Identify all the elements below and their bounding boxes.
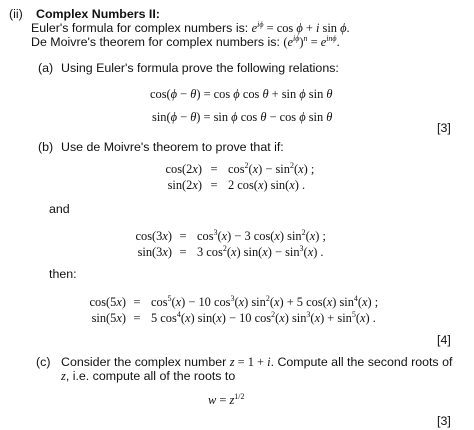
b3-lhs-sin5x: sin(5x) [91, 311, 126, 325]
part-c-marks: [3] [437, 414, 451, 428]
b3-equals: = [133, 295, 141, 309]
b1-rhs-sin2x: 2 cos(x) sin(x) . [228, 178, 306, 192]
b2-equals: = [179, 245, 187, 259]
demoivre-formula: $(e^{i\phi})^n = e^{in\phi}$. [283, 34, 340, 49]
b1-lhs-sin2x: sin(2x) [167, 178, 202, 192]
part-a-label: (a) [38, 61, 54, 75]
b1-lhs-cos2x: cos(2x) [165, 162, 202, 176]
euler-line [31, 21, 350, 35]
part-b-text: Use de Moivre's theorem to prove that if: [61, 140, 284, 154]
then-text: then: [49, 267, 77, 281]
b2-rhs-cos3x: $\cos^3(x) - 3$ cos(x) $\sin^2(x)$ ; [197, 228, 326, 243]
part-c-text-line1: Consider the complex number z = 1 + i. Compute all the second roots of [61, 355, 453, 369]
b1-equals: = [210, 162, 218, 176]
part-a-text: Using Euler's formula prove the following relations: [61, 61, 339, 75]
demoivre-text: De Moivre's theorem for complex numbers is: [31, 35, 280, 49]
b2-lhs-cos3x: cos(3x) [135, 229, 172, 243]
part-a-equation-1: cos(ϕ − θ) = cos ϕ cos θ + sin ϕ sin θ [150, 87, 333, 101]
b2-lhs-sin3x: sin(3x) [137, 245, 172, 259]
b1-rhs-cos2x: $\cos^2(x) - \sin^2(x)$ ; [228, 161, 315, 176]
b2-rhs-sin3x: 3 $\cos^2(x) \sin(x) - \sin^3(x)$ . [197, 244, 324, 259]
b3-lhs-cos5x: cos(5x) [89, 295, 126, 309]
section-title: Complex Numbers II: [36, 7, 160, 21]
euler-text: Euler's formula for complex numbers is: [31, 21, 249, 35]
part-c-formula: $w = z^{1/2}$ [208, 392, 245, 407]
part-b-label: (b) [38, 140, 54, 154]
b3-rhs-cos5x: $\cos^5(x) - 10$ $\cos^3(x) \sin^2(x) + 5$ cos(x) $\sin^4(x)$ ; [151, 294, 379, 309]
part-b-marks: [4] [437, 333, 451, 347]
euler-formula: $e^{i\phi} = \cos \phi + i$ sin ϕ. [251, 20, 350, 35]
demoivre-line [31, 35, 340, 49]
part-a-marks: [3] [437, 121, 451, 135]
b3-rhs-sin5x: 5 $\cos^4(x) \sin(x) - 10$ $\cos^2(x) \sin^3(x) + \sin^5(x)$ . [151, 310, 376, 325]
b1-equals: = [210, 178, 218, 192]
part-c-text-line2: z, i.e. compute all of the roots to [61, 369, 236, 383]
section-label: (ii) [9, 7, 23, 21]
part-c-label: (c) [36, 355, 51, 369]
b3-equals: = [133, 311, 141, 325]
and-text: and [49, 202, 70, 216]
b2-equals: = [179, 229, 187, 243]
part-a-equation-2: sin(ϕ − θ) = sin ϕ cos θ − cos ϕ sin θ [152, 110, 333, 124]
